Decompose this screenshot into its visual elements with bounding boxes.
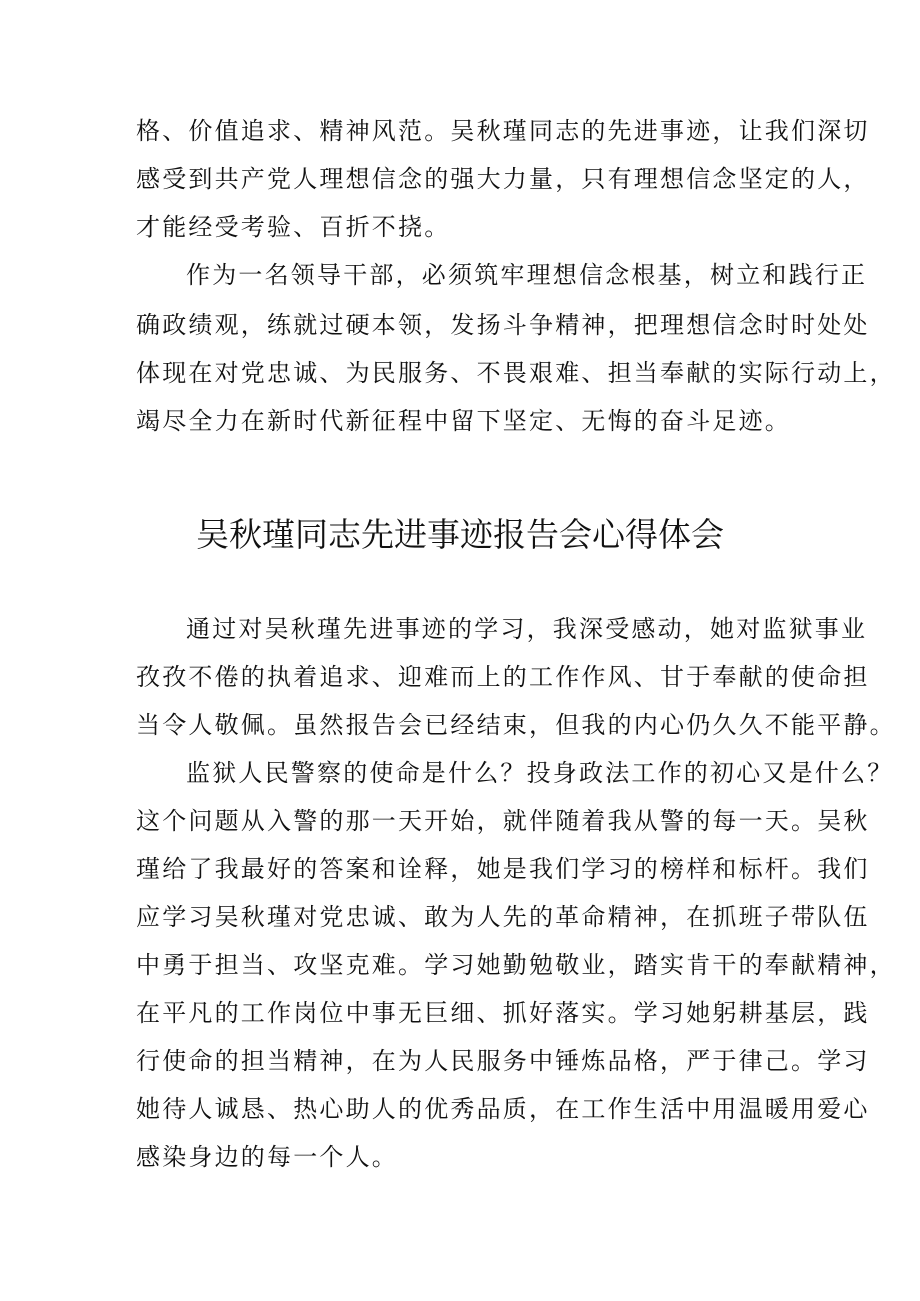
text-line: 瑾给了我最好的答案和诠释，她是我们学习的榜样和标杆。我们 [136,855,870,883]
text-line: 行使命的担当精神，在为人民服务中锤炼品格，严于律己。学习 [136,1047,870,1075]
text-line: 她待人诚恳、热心助人的优秀品质，在工作生活中用温暖用爱心 [136,1095,870,1123]
text-line: 这个问题从入警的那一天开始，就伴随着我从警的每一天。吴秋 [136,807,870,835]
text-line: 才能经受考验、百折不挠。 [136,213,451,241]
text-line: 在平凡的工作岗位中事无巨细、抓好落实。学习她躬耕基层，践 [136,999,870,1027]
text-line: 通过对吴秋瑾先进事迹的学习，我深受感动，她对监狱事业 [186,615,868,643]
text-line: 作为一名领导干部，必须筑牢理想信念根基，树立和践行正 [186,261,868,289]
text-line: 监狱人民警察的使命是什么？投身政法工作的初心又是什么？ [186,759,894,787]
text-line: 确政绩观，练就过硬本领，发扬斗争精神，把理想信念时时处处 [136,311,870,339]
article-title: 吴秋瑾同志先进事迹报告会心得体会 [196,515,724,554]
text-line: 中勇于担当、攻坚克难。学习她勤勉敬业，踏实肯干的奉献精神， [136,951,896,979]
text-line: 孜孜不倦的执着追求、迎难而上的工作作风、甘于奉献的使命担 [136,663,870,691]
text-line: 格、价值追求、精神风范。吴秋瑾同志的先进事迹，让我们深切 [136,117,870,145]
text-line: 感染身边的每一个人。 [136,1143,398,1171]
text-line: 感受到共产党人理想信念的强大力量，只有理想信念坚定的人， [136,165,870,193]
text-line: 应学习吴秋瑾对党忠诚、敢为人先的革命精神，在抓班子带队伍 [136,903,870,931]
text-line: 体现在对党忠诚、为民服务、不畏艰难、担当奉献的实际行动上， [136,359,896,387]
text-line: 竭尽全力在新时代新征程中留下坚定、无悔的奋斗足迹。 [136,407,791,435]
text-line: 当令人敬佩。虽然报告会已经结束，但我的内心仍久久不能平静。 [136,711,896,739]
